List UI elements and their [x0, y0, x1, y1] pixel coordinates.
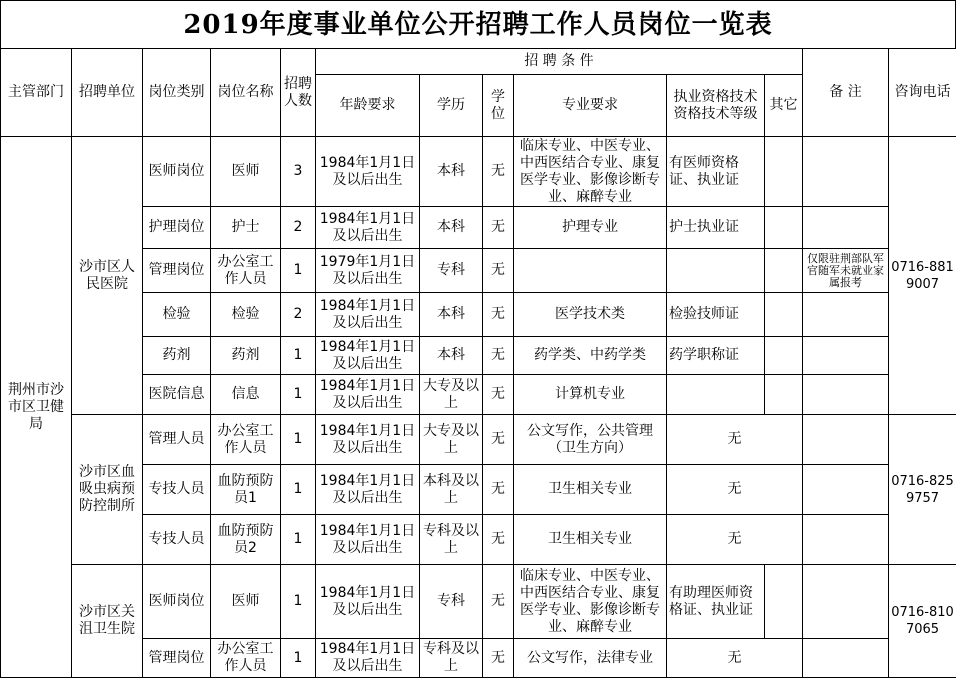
header-phone: 咨询电话 [889, 49, 956, 137]
remark-cell [803, 565, 889, 639]
degree-cell: 无 [483, 375, 514, 415]
major-cell: 公文写作，公共管理（卫生方向） [514, 415, 667, 465]
phone-cell: 0716-8259757 [889, 415, 956, 565]
position-cell: 血防预防员1 [211, 465, 281, 515]
category-cell: 护理岗位 [143, 207, 211, 249]
major-cell: 卫生相关专业 [514, 515, 667, 565]
education-cell: 大专及以上 [420, 375, 483, 415]
age-cell: 1984年1月1日及以后出生 [316, 137, 420, 207]
degree-cell: 无 [483, 337, 514, 375]
degree-cell: 无 [483, 639, 514, 678]
dept-cell: 荆州市沙市区卫健局 [1, 137, 72, 678]
count-cell: 1 [281, 565, 316, 639]
education-cell: 专科及以上 [420, 515, 483, 565]
other-cell [765, 293, 803, 337]
age-cell: 1984年1月1日及以后出生 [316, 337, 420, 375]
age-cell: 1984年1月1日及以后出生 [316, 207, 420, 249]
age-cell: 1984年1月1日及以后出生 [316, 515, 420, 565]
category-cell: 专技人员 [143, 515, 211, 565]
unit-name: 沙市区血吸虫病预防控制所 [72, 415, 143, 565]
remark-cell [803, 293, 889, 337]
qualification-cell: 无 [667, 639, 803, 678]
table-row [1, 137, 956, 207]
header-other: 其它 [765, 75, 803, 137]
qualification-cell [667, 375, 765, 415]
category-cell: 检验 [143, 293, 211, 337]
major-cell: 卫生相关专业 [514, 465, 667, 515]
qualification-cell [667, 249, 765, 293]
education-cell: 大专及以上 [420, 415, 483, 465]
table-row [1, 337, 956, 375]
unit-name: 沙市区关沮卫生院 [72, 565, 143, 678]
other-cell [765, 337, 803, 375]
count-cell: 1 [281, 337, 316, 375]
other-cell [765, 565, 803, 639]
remark-cell [803, 639, 889, 678]
table-row [1, 565, 956, 639]
header-education: 学历 [420, 75, 483, 137]
education-cell: 专科 [420, 249, 483, 293]
other-cell [765, 249, 803, 293]
qualification-cell: 药学职称证 [667, 337, 765, 375]
other-cell [765, 375, 803, 415]
qualification-cell: 护士执业证 [667, 207, 765, 249]
education-cell: 专科 [420, 565, 483, 639]
major-cell: 药学类、中药学类 [514, 337, 667, 375]
remark-cell [803, 207, 889, 249]
remark-cell [803, 137, 889, 207]
other-cell [765, 207, 803, 249]
major-cell: 护理专业 [514, 207, 667, 249]
document-title: 2019年度事业单位公开招聘工作人员岗位一览表 [0, 0, 956, 48]
major-cell: 计算机专业 [514, 375, 667, 415]
count-cell: 2 [281, 207, 316, 249]
table-row [1, 293, 956, 337]
major-cell [514, 249, 667, 293]
qualification-cell: 无 [667, 415, 803, 465]
education-cell: 本科 [420, 207, 483, 249]
degree-cell: 无 [483, 293, 514, 337]
count-cell: 1 [281, 415, 316, 465]
age-cell: 1984年1月1日及以后出生 [316, 565, 420, 639]
header-category: 岗位类别 [143, 49, 211, 137]
position-cell: 医师 [211, 565, 281, 639]
table-row [1, 639, 956, 678]
degree-cell: 无 [483, 207, 514, 249]
age-cell: 1984年1月1日及以后出生 [316, 465, 420, 515]
category-cell: 医师岗位 [143, 565, 211, 639]
count-cell: 1 [281, 375, 316, 415]
table-row [1, 249, 956, 293]
major-cell: 医学技术类 [514, 293, 667, 337]
header-position: 岗位名称 [211, 49, 281, 137]
degree-cell: 无 [483, 137, 514, 207]
position-cell: 药剂 [211, 337, 281, 375]
education-cell: 本科 [420, 293, 483, 337]
age-cell: 1984年1月1日及以后出生 [316, 415, 420, 465]
count-cell: 2 [281, 293, 316, 337]
phone-cell: 0716-8819007 [889, 137, 956, 415]
table-row [1, 515, 956, 565]
degree-cell: 无 [483, 249, 514, 293]
education-cell: 本科 [420, 137, 483, 207]
remark-cell: 仅限驻荆部队军官随军未就业家属报考 [803, 249, 889, 293]
header-row-1 [1, 49, 956, 75]
qualification-cell: 有助理医师资格证、执业证 [667, 565, 765, 639]
age-cell: 1984年1月1日及以后出生 [316, 375, 420, 415]
category-cell: 管理岗位 [143, 249, 211, 293]
qualification-cell: 无 [667, 515, 803, 565]
position-cell: 办公室工作人员 [211, 415, 281, 465]
header-major: 专业要求 [514, 75, 667, 137]
header-conditions: 招 聘 条 件 [316, 49, 803, 75]
major-cell: 临床专业、中医专业、中西医结合专业、康复医学专业、影像诊断专业、麻醉专业 [514, 565, 667, 639]
age-cell: 1979年1月1日及以后出生 [316, 249, 420, 293]
remark-cell [803, 515, 889, 565]
phone-cell: 0716-8107065 [889, 565, 956, 678]
remark-cell [803, 375, 889, 415]
position-cell: 检验 [211, 293, 281, 337]
count-cell: 1 [281, 249, 316, 293]
position-cell: 血防预防员2 [211, 515, 281, 565]
major-cell: 公文写作，法律专业 [514, 639, 667, 678]
position-cell: 信息 [211, 375, 281, 415]
header-count: 招聘人数 [281, 49, 316, 137]
age-cell: 1984年1月1日及以后出生 [316, 293, 420, 337]
degree-cell: 无 [483, 515, 514, 565]
header-degree: 学位 [483, 75, 514, 137]
position-cell: 护士 [211, 207, 281, 249]
remark-cell [803, 415, 889, 465]
degree-cell: 无 [483, 465, 514, 515]
category-cell: 专技人员 [143, 465, 211, 515]
education-cell: 专科及以上 [420, 639, 483, 678]
category-cell: 医师岗位 [143, 137, 211, 207]
table-row [1, 375, 956, 415]
unit-name: 沙市区人民医院 [72, 137, 143, 415]
degree-cell: 无 [483, 415, 514, 465]
count-cell: 3 [281, 137, 316, 207]
qualification-cell: 无 [667, 465, 803, 515]
degree-cell: 无 [483, 565, 514, 639]
age-cell: 1984年1月1日及以后出生 [316, 639, 420, 678]
position-cell: 办公室工作人员 [211, 639, 281, 678]
education-cell: 本科及以上 [420, 465, 483, 515]
remark-cell [803, 337, 889, 375]
header-qualification: 执业资格技术资格技术等级 [667, 75, 765, 137]
other-cell [765, 137, 803, 207]
count-cell: 1 [281, 639, 316, 678]
header-dept: 主管部门 [1, 49, 72, 137]
category-cell: 管理人员 [143, 415, 211, 465]
remark-cell [803, 465, 889, 515]
table-row [1, 207, 956, 249]
qualification-cell: 有医师资格证、执业证 [667, 137, 765, 207]
major-cell: 临床专业、中医专业、中西医结合专业、康复医学专业、影像诊断专业、麻醉专业 [514, 137, 667, 207]
header-age: 年龄要求 [316, 75, 420, 137]
positions-table [0, 48, 956, 678]
header-remarks: 备 注 [803, 49, 889, 137]
category-cell: 医院信息 [143, 375, 211, 415]
education-cell: 本科 [420, 337, 483, 375]
count-cell: 1 [281, 515, 316, 565]
count-cell: 1 [281, 465, 316, 515]
category-cell: 药剂 [143, 337, 211, 375]
table-row [1, 415, 956, 465]
position-cell: 办公室工作人员 [211, 249, 281, 293]
qualification-cell: 检验技师证 [667, 293, 765, 337]
table-row [1, 465, 956, 515]
header-unit: 招聘单位 [72, 49, 143, 137]
position-cell: 医师 [211, 137, 281, 207]
category-cell: 管理岗位 [143, 639, 211, 678]
